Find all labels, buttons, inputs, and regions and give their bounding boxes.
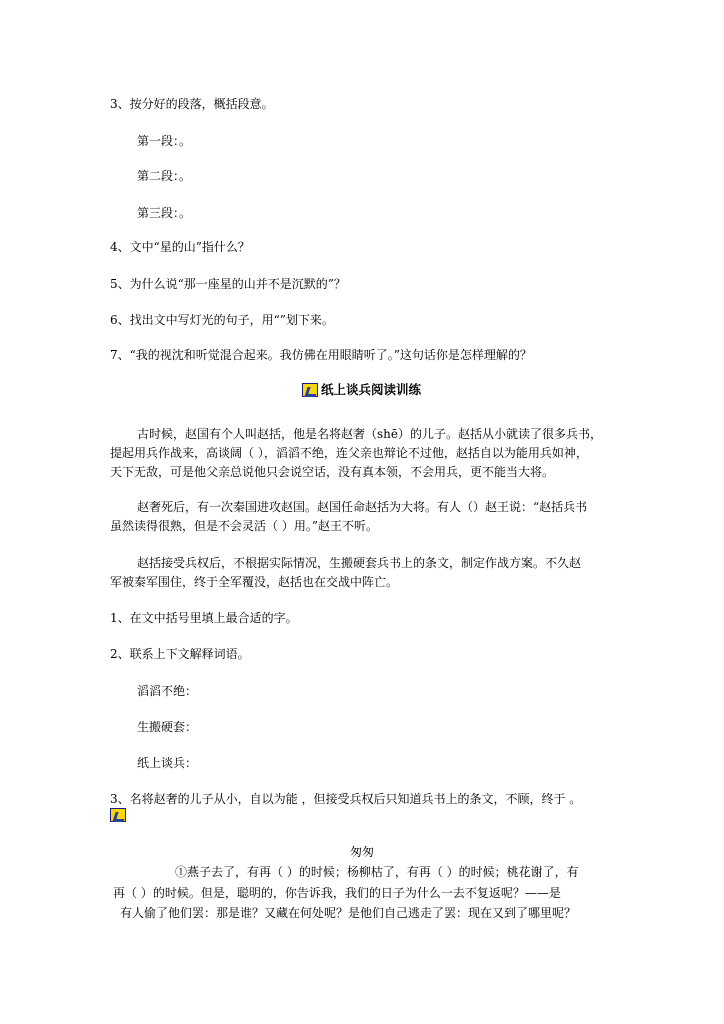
exercise-question-2: 2、联系上下文解释词语。 [110, 647, 250, 661]
story-line: 有人偷了他们罢：那是谁？又藏在何处呢？是他们自己逃走了罢：现在又到了哪里呢？ [120, 906, 577, 920]
exercise-question-1: 1、在文中括号里填上最合适的字。 [110, 611, 298, 625]
question-6: 6、找出文中写灯光的句子，用“”划下来。 [110, 313, 334, 327]
story-line: ①燕子去了，有再（ ）的时候；杨柳枯了，有再（ ）的时候；桃花谢了，有 [175, 865, 579, 879]
question-4: 4、文中“星的山”指什么？ [110, 240, 250, 254]
paragraph-1-summary: 第一段：。 [137, 134, 192, 148]
word-zhishangtanbing: 纸上谈兵： [137, 756, 198, 770]
word-taotaobujue: 滔滔不绝： [137, 684, 198, 698]
paragraph-2-summary: 第二段：。 [137, 169, 192, 183]
passage-line: 军被秦军围住，终于全军覆没，赵括也在交战中阵亡。 [110, 575, 399, 589]
passage-line: 虽然读得很熟，但是不会灵活（ ）用。”赵王不听。 [110, 519, 378, 533]
question-3: 3、按分好的段落，概括段意。 [110, 97, 274, 111]
passage-line: 天下无敌，可是他父亲总说他只会说空话，没有真本领，不会用兵，更不能当大将。 [110, 465, 555, 479]
passage-line: 古时候，赵国有个人叫赵括，他是名将赵奢（shē）的儿子。赵括从小就读了很多兵书， [137, 427, 602, 441]
question-7: 7、“我的视沈和听觉混合起来。我仿佛在用眼睛听了。”这句话你是怎样理解的？ [110, 348, 532, 362]
exercise-question-3: 3、名将赵奢的儿子从小，自以为能 ，但接受兵权后只知道兵书上的条文，不顾，终于 。 [110, 792, 582, 806]
word-shengbanyingtao: 生搬硬套： [137, 720, 198, 734]
section-title: 纸上谈兵阅读训练 [321, 382, 422, 397]
passage-line: 赵括接受兵权后，不根据实际情况，生搬硬套兵书上的条文，制定作战方案。不久赵 [137, 556, 582, 570]
paragraph-3-summary: 第三段：。 [137, 206, 192, 220]
story-line: 再（ ）的时候。但是，聪明的，你告诉我，我们的日子为什么一去不复返呢？——是 [113, 886, 561, 900]
passage-line: 赵奢死后，有一次秦国进攻赵国。赵国任命赵括为大将。有人（）赵王说：“赵括兵书 [137, 500, 588, 514]
section-icon [302, 383, 318, 397]
question-5: 5、为什么说“那一座星的山并不是沉默的”？ [110, 277, 346, 291]
section-icon [110, 808, 126, 822]
passage-line: 提起用兵作战来，高谈阔（ ），滔滔不绝，连父亲也辩论不过他，赵括自以为能用兵如神， [110, 446, 588, 460]
story-title: 匆匆 [349, 845, 374, 859]
